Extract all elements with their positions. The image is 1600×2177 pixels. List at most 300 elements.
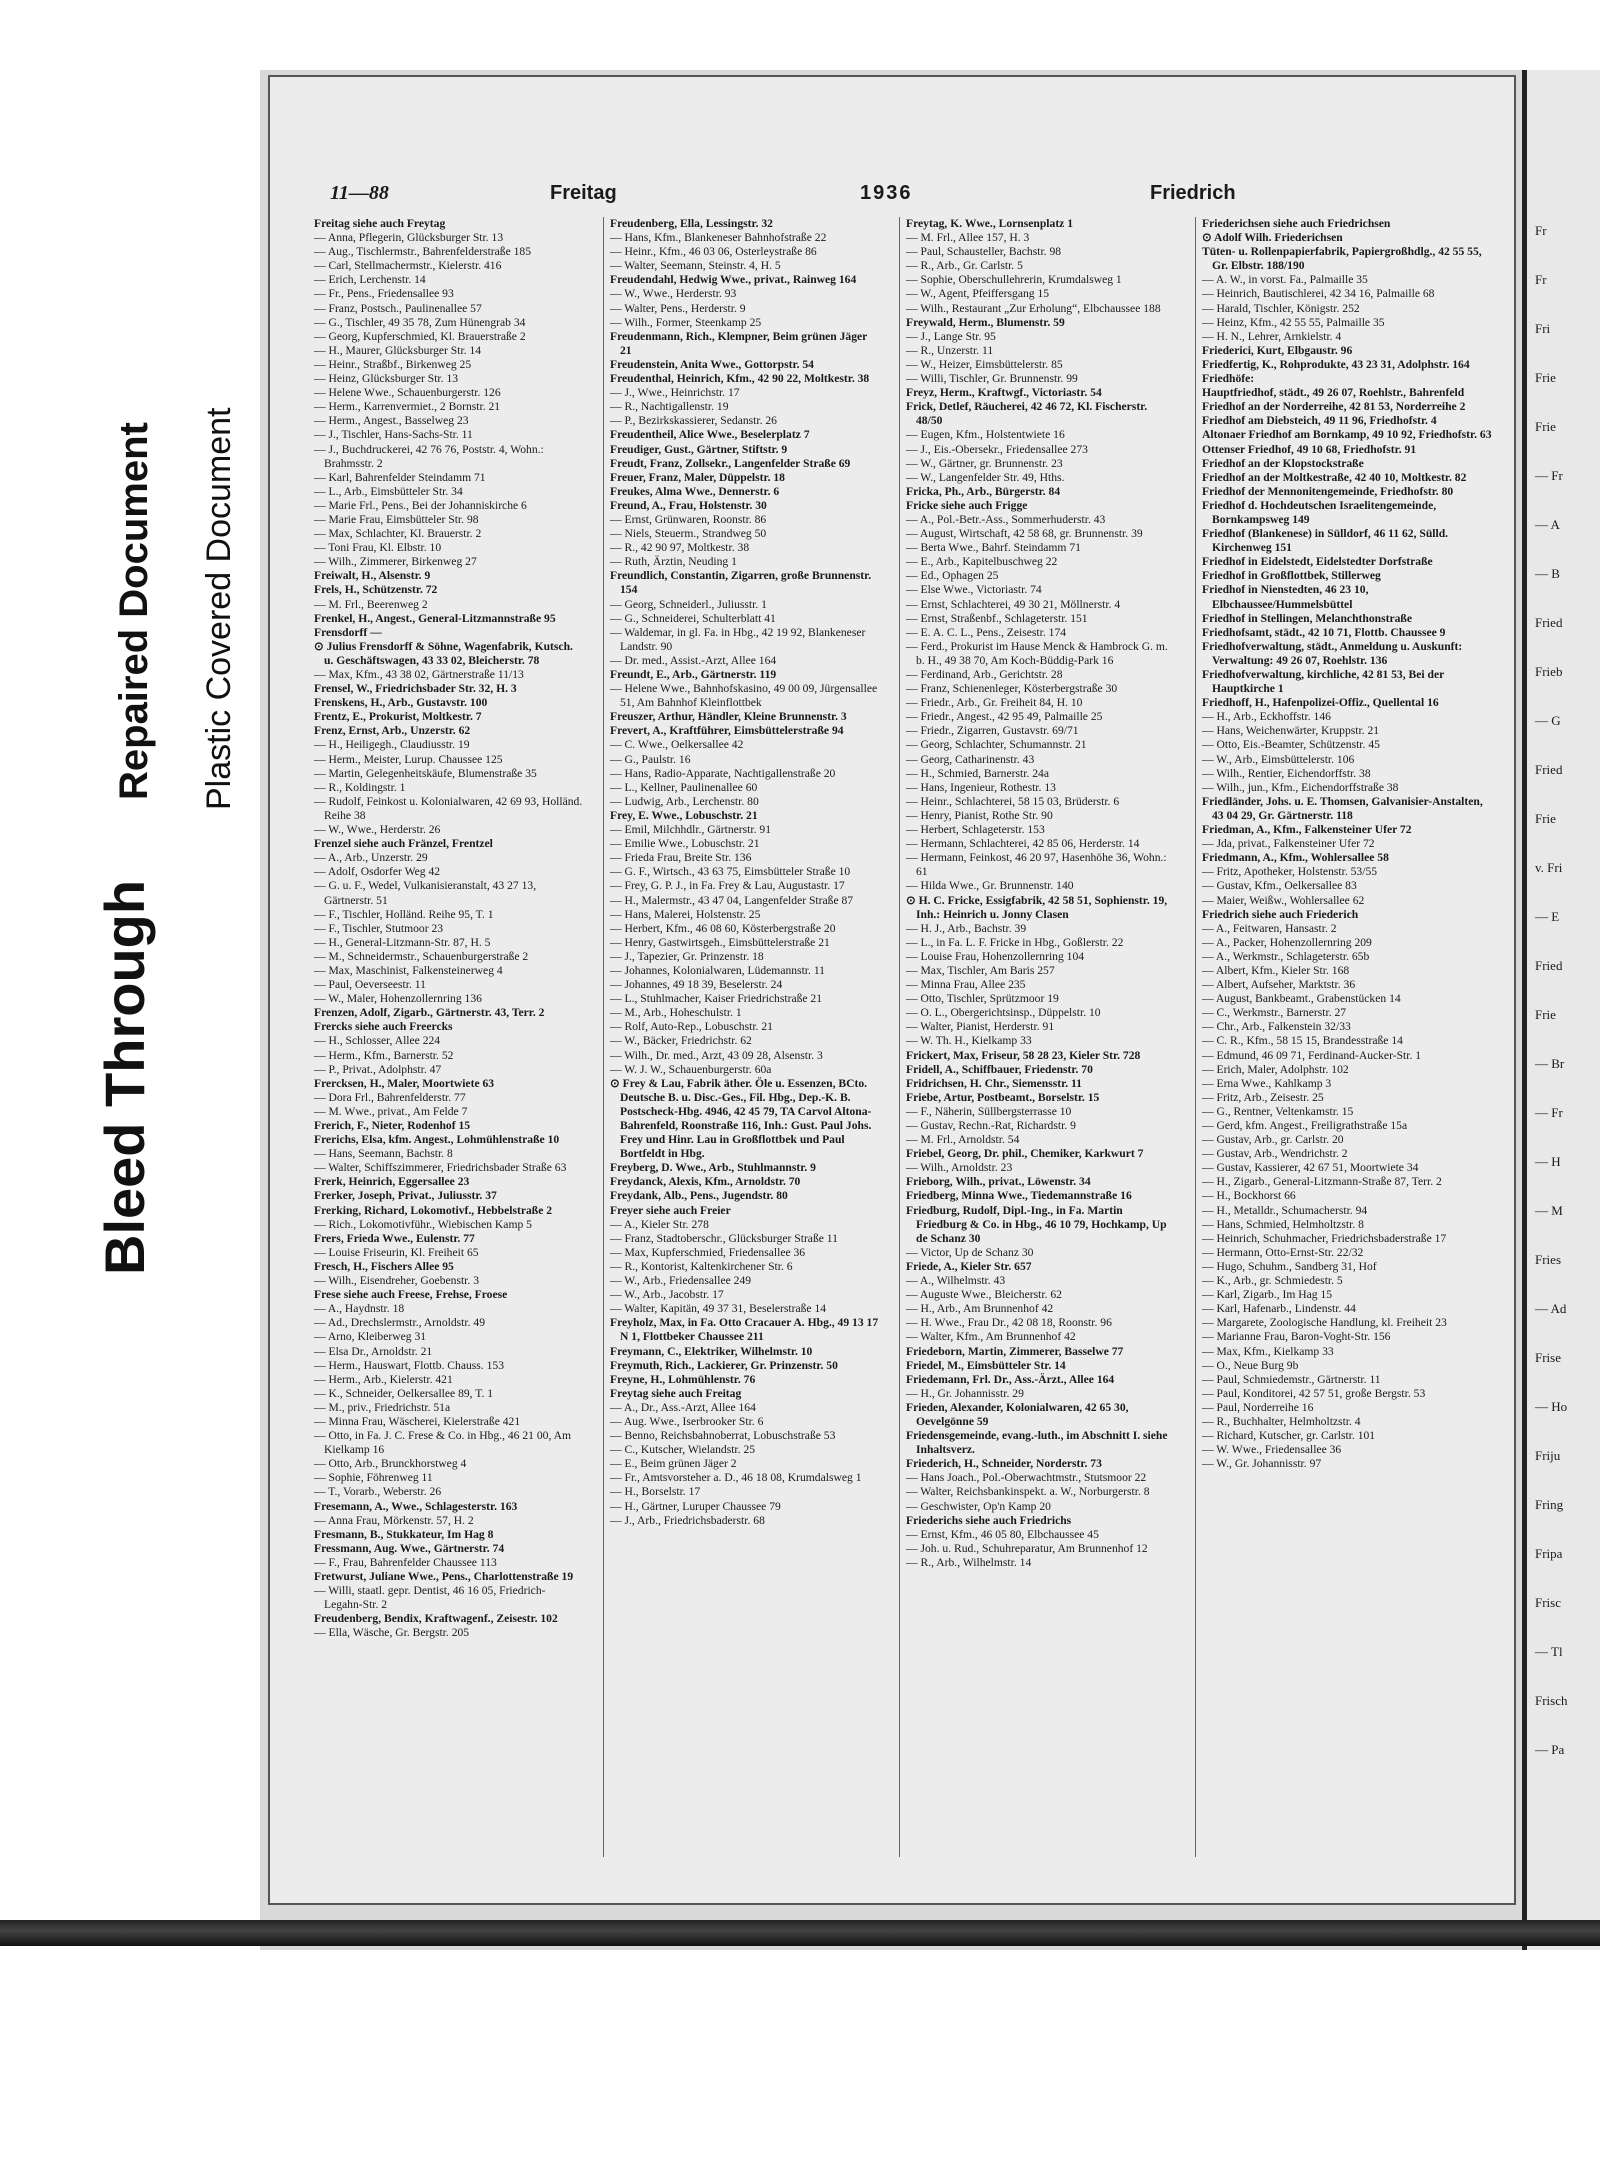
directory-entry: — H., Arb., Am Brunnenhof 42 <box>906 1302 1054 1316</box>
directory-entry: — Wilh., Dr. med., Arzt, 43 09 28, Alsenstr. 3 <box>610 1048 823 1062</box>
directory-entry: — Walter, Seemann, Steinstr. 4, H. 5 <box>610 259 781 273</box>
directory-entry: — Heinrich, Bautischlerei, 42 34 16, Palmaille 68 <box>1202 287 1435 301</box>
directory-entry: Fretwurst, Juliane Wwe., Pens., Charlottenstraße 19 <box>314 1570 574 1583</box>
directory-entry: — Emil, Milchhdlr., Gärtnerstr. 91 <box>610 823 772 837</box>
directory-entry: — Wilh., Arnoldstr. 23 <box>906 1161 1013 1175</box>
directory-entry: — Richard, Kutscher, gr. Carlstr. 101 <box>1202 1429 1376 1443</box>
directory-entry: Friedeborn, Martin, Zimmerer, Basselwe 77 <box>906 1344 1124 1358</box>
adjacent-page-fragment: — Ho <box>1535 1399 1568 1414</box>
directory-entry: — W., Gr. Johannisstr. 97 <box>1202 1457 1322 1471</box>
adjacent-page-fragment: Fried <box>1535 762 1563 777</box>
directory-entry: — Hermann, Schlachterei, 42 85 06, Herderstr. 14 <box>906 837 1140 851</box>
directory-entry: — Maier, Weißw., Wohlersallee 62 <box>1202 893 1365 907</box>
repaired-document-label: Repaired Document <box>112 422 156 800</box>
directory-entry: — H., Arb., Eckhoffstr. 146 <box>1202 710 1331 724</box>
directory-entry: — Paul, Schmiedemstr., Gärtnerstr. 11 <box>1202 1372 1381 1386</box>
directory-entry: Freydanck, Alexis, Kfm., Arnoldstr. 70 <box>610 1175 801 1189</box>
directory-entry: — Jda, privat., Falkensteiner Ufer 72 <box>1202 837 1375 851</box>
directory-entry: — R., Buchhalter, Helmholtzstr. 4 <box>1202 1414 1361 1428</box>
directory-entry: — R., Arb., Wilhelmstr. 14 <box>906 1555 1032 1569</box>
directory-entry: — Otto, in Fa. J. C. Frese & Co. in Hbg., 46 21 00, Am Kielkamp 16 <box>314 1429 572 1457</box>
directory-entry: Friedrich siehe auch Friederich <box>1202 907 1359 921</box>
directory-entry: — G., Schneiderei, Schulterblatt 41 <box>610 611 776 625</box>
directory-entry: — Hermann, Feinkost, 46 20 97, Hasenhöhe 36, Wohn.: 61 <box>906 851 1167 879</box>
directory-entry: — Toni Frau, Kl. Elbstr. 10 <box>314 541 442 555</box>
directory-entry: — Gustav, Kassierer, 42 67 51, Moortwiete 34 <box>1202 1161 1419 1175</box>
directory-entry: — C., Kutscher, Wielandstr. 25 <box>610 1443 756 1457</box>
directory-entry: — Hans, Kfm., Blankeneser Bahnhofstraße 22 <box>610 231 827 245</box>
directory-entry: — Marie Frau, Eimsbütteler Str. 98 <box>314 512 479 526</box>
adjacent-page-fragment: Frisch <box>1535 1693 1568 1708</box>
directory-entry: Frick, Detlef, Räucherei, 42 46 72, Kl. Fischerstr. 48/50 <box>906 400 1148 428</box>
directory-entry: — Hans, Seemann, Bachstr. 8 <box>314 1147 453 1161</box>
adjacent-page-fragment: — Ad <box>1535 1301 1567 1316</box>
scanned-page-area <box>260 70 1600 1950</box>
adjacent-page-fragment: Frie <box>1535 370 1556 385</box>
directory-entry: Friederichs siehe auch Friedrichs <box>906 1513 1072 1527</box>
directory-entry: — Wilh., jun., Kfm., Eichendorffstraße 38 <box>1202 780 1399 794</box>
directory-entry: — K., Schneider, Oelkersallee 89, T. 1 <box>314 1386 494 1400</box>
directory-entry: — H., Gr. Johannisstr. 29 <box>906 1386 1024 1400</box>
directory-entry: Friedhof am Diebsteich, 49 11 96, Friedhofstr. 4 <box>1202 414 1437 428</box>
directory-entry: — Max, Maschinist, Falkensteinerweg 4 <box>314 963 503 977</box>
directory-entry: — Niels, Steuerm., Strandweg 50 <box>610 527 767 541</box>
directory-entry: — Ernst, Schlachterei, 49 30 21, Möllnerstr. 4 <box>906 597 1121 611</box>
directory-entry: — Ernst, Kfm., 46 05 80, Elbchaussee 45 <box>906 1527 1099 1541</box>
directory-entry: — W., Wwe., Herderstr. 93 <box>610 287 737 301</box>
directory-entry: — Ruth, Ärztin, Neuding 1 <box>610 555 737 569</box>
directory-entry: — Arno, Kleiberweg 31 <box>314 1330 427 1344</box>
directory-entry: — Franz, Postsch., Paulinenallee 57 <box>314 301 482 315</box>
directory-entry: Friebe, Artur, Postbeamt., Borselstr. 15 <box>906 1090 1100 1104</box>
directory-entry: — Helene Wwe., Schauenburgerstr. 126 <box>314 386 501 400</box>
directory-entry: — Paul, Oeverseestr. 11 <box>314 978 426 992</box>
adjacent-page-fragment: — Br <box>1535 1056 1565 1071</box>
directory-entry: — G. u. F., Wedel, Vulkanisieranstalt, 43 27 13, Gärtnerstr. 51 <box>314 879 537 907</box>
directory-entry: — C. R., Kfm., 58 15 15, Brandesstraße 14 <box>1202 1034 1403 1048</box>
directory-entry: — J., Eis.-Obersekr., Friedensallee 273 <box>906 442 1088 456</box>
directory-entry: — Gustav, Rechn.-Rat, Richardstr. 9 <box>906 1119 1076 1132</box>
directory-entry: Freundlich, Constantin, Zigarren, große Brunnenstr. 154 <box>610 569 872 597</box>
directory-entry: Frercksen, H., Maler, Moortwiete 63 <box>314 1076 495 1090</box>
directory-entry: — W., Langenfelder Str. 49, Hths. <box>906 470 1065 484</box>
directory-entry: — M., Schneidermstr., Schauenburgerstraße 2 <box>314 949 529 963</box>
directory-entry: — Herm., Karrenvermiet., 2 Bornstr. 21 <box>314 400 501 414</box>
directory-entry: — R., Kontorist, Kaltenkirchener Str. 6 <box>610 1259 793 1273</box>
directory-entry: — Heinrich, Schuhmacher, Friedrichsbaderstraße 17 <box>1202 1231 1447 1245</box>
directory-entry: Freund, A., Frau, Holstenstr. 30 <box>610 498 767 512</box>
adjacent-page-fragment: Frie <box>1535 1007 1556 1022</box>
directory-entry: Freiwalt, H., Alsenstr. 9 <box>314 569 431 583</box>
directory-entry: — W., Maler, Hohenzollernring 136 <box>314 992 482 1006</box>
adjacent-page-fragment: Friju <box>1535 1448 1561 1463</box>
directory-entry: — Erich, Lerchenstr. 14 <box>314 273 426 287</box>
directory-entry: — Adolf, Osdorfer Weg 42 <box>314 865 441 879</box>
directory-entry: — Hans, Schmied, Helmholtzstr. 8 <box>1202 1217 1364 1231</box>
directory-entry: Friedensgemeinde, evang.-luth., im Abschnitt I. siehe Inhaltsverz. <box>906 1429 1168 1457</box>
directory-entry: — Frey, G. P. J., in Fa. Frey & Lau, Augustastr. 17 <box>610 879 845 893</box>
directory-entry: — Eugen, Kfm., Holstentwiete 16 <box>906 428 1065 442</box>
directory-entry: — W., Gärtner, gr. Brunnenstr. 23 <box>906 456 1063 470</box>
directory-entry: — F., Tischler, Holländ. Reihe 95, T. 1 <box>314 907 494 921</box>
directory-entry: — H., Schmied, Barnerstr. 24a <box>906 766 1049 780</box>
directory-entry: — Paul, Konditorei, 42 57 51, große Bergstr. 53 <box>1202 1386 1426 1400</box>
directory-entry: Frers, Frieda Wwe., Eulenstr. 77 <box>314 1231 475 1245</box>
directory-entry: — Friedr., Zigarren, Gustavstr. 69/71 <box>906 724 1079 738</box>
directory-entry: — J., Lange Str. 95 <box>906 329 996 343</box>
directory-entry: — A., Arb., Unzerstr. 29 <box>314 851 428 865</box>
directory-entry: Fresch, H., Fischers Allee 95 <box>314 1259 454 1273</box>
directory-entry: — Harald, Tischler, Königstr. 252 <box>1202 301 1360 315</box>
directory-entry: Freuszer, Arthur, Händler, Kleine Brunnenstr. 3 <box>610 710 847 724</box>
directory-entry: — Auguste Wwe., Bleicherstr. 62 <box>906 1288 1062 1302</box>
directory-entry: Tüten- u. Rollenpapierfabrik, Papiergroßhdlg., 42 55 55, Gr. Elbstr. 188/190 <box>1202 245 1482 273</box>
directory-entry: — Max, Kupferschmied, Friedensallee 36 <box>610 1245 806 1259</box>
directory-entry: — Rolf, Auto-Rep., Lobuschstr. 21 <box>610 1020 773 1034</box>
directory-entry: — H. J., Arb., Bachstr. 39 <box>906 921 1027 935</box>
directory-entry: — W., Arb., Jacobstr. 17 <box>610 1288 724 1302</box>
directory-entry: — Victor, Up de Schanz 30 <box>906 1245 1034 1259</box>
directory-entry: Friedhof an der Norderreihe, 42 81 53, Norderreihe 2 <box>1202 400 1466 414</box>
directory-entry: — W., Bäcker, Friedrichstr. 62 <box>610 1034 752 1048</box>
adjacent-page-fragment: — H <box>1535 1154 1561 1169</box>
directory-entry: — Walter, Pianist, Herderstr. 91 <box>906 1020 1055 1034</box>
directory-entry: — Fritz, Apotheker, Holstenstr. 53/55 <box>1202 865 1378 879</box>
directory-entry: Altonaer Friedhof am Bornkamp, 49 10 92, Friedhofstr. 63 <box>1202 428 1492 442</box>
directory-entry: — Edmund, 46 09 71, Ferdinand-Aucker-Str. 1 <box>1202 1048 1422 1062</box>
directory-entry: — Friedr., Arb., Gr. Freiheit 84, H. 10 <box>906 696 1083 710</box>
adjacent-page-fragment: Fried <box>1535 958 1563 973</box>
directory-entry: — Helene Wwe., Bahnhofskasino, 49 00 09, Jürgensallee 51, Am Bahnhof Kleinflottbek <box>610 682 878 710</box>
directory-entry: Freymuth, Rich., Lackierer, Gr. Prinzenstr. 50 <box>610 1358 838 1372</box>
directory-entry: — H., Maurer, Glücksburger Str. 14 <box>314 343 482 357</box>
directory-entry: Ottenser Friedhof, 49 10 68, Friedhofstr. 91 <box>1202 442 1417 456</box>
directory-entry: — Paul, Schausteller, Bachstr. 98 <box>906 245 1062 259</box>
directory-entry: — O., Neue Burg 9b <box>1202 1358 1299 1372</box>
directory-entry: Freyne, H., Lohmühlenstr. 76 <box>610 1372 756 1386</box>
directory-entry: — Berta Wwe., Bahrf. Steindamm 71 <box>906 541 1081 555</box>
directory-entry: Friedhof in Stellingen, Melanchthonstraße <box>1202 611 1412 625</box>
adjacent-page-fragment: — M <box>1535 1203 1563 1218</box>
directory-entry: — Karl, Bahrenfelder Steindamm 71 <box>314 470 486 484</box>
directory-entry: — Hans, Radio-Apparate, Nachtigallenstraße 20 <box>610 766 836 780</box>
directory-entry: — H., General-Litzmann-Str. 87, H. 5 <box>314 935 491 949</box>
directory-entry: Friebel, Georg, Dr. phil., Chemiker, Karkwurt 7 <box>906 1147 1144 1161</box>
directory-entry: Freytag, K. Wwe., Lornsenplatz 1 <box>906 217 1074 230</box>
directory-entry: — Johannes, Kolonialwaren, Lüdemannstr. 11 <box>610 963 825 977</box>
directory-entry: — Else Wwe., Victoriastr. 74 <box>906 583 1042 597</box>
directory-entry: — Anna Frau, Mörkenstr. 57, H. 2 <box>314 1513 474 1527</box>
directory-column-1 <box>314 217 584 1857</box>
directory-entry: Frey, E. Wwe., Lobuschstr. 21 <box>610 808 758 822</box>
directory-entry: — Ad., Drechslermstr., Arnoldstr. 49 <box>314 1316 485 1330</box>
directory-entry: Fridrichsen, H. Chr., Siemensstr. 11 <box>906 1076 1082 1090</box>
adjacent-page-fragment: Frise <box>1535 1350 1561 1365</box>
directory-entry: — Margarete, Zoologische Handlung, kl. Freiheit 23 <box>1202 1316 1447 1330</box>
directory-entry: Freytag siehe auch Freitag <box>610 1386 742 1400</box>
directory-entry: Friedhof in Nienstedten, 46 23 10, Elbchaussee/Hummelsbüttel <box>1202 583 1369 611</box>
directory-entry: — Ella, Wäsche, Gr. Bergstr. 205 <box>314 1626 470 1640</box>
directory-entry: — Franz, Schienenleger, Kösterbergstraße 30 <box>906 682 1118 696</box>
directory-entry: Freudenberg, Ella, Lessingstr. 32 <box>610 217 773 230</box>
directory-entry: Freudentheil, Alice Wwe., Beselerplatz 7 <box>610 428 810 442</box>
directory-entry: — Georg, Schlachter, Schumannstr. 21 <box>906 738 1087 752</box>
directory-entry: — H., Borselstr. 17 <box>610 1485 701 1499</box>
directory-entry: Friedfertig, K., Rohprodukte, 43 23 31, Adolphstr. 164 <box>1202 357 1470 371</box>
directory-entry: — Dr. med., Assist.-Arzt, Allee 164 <box>610 653 777 667</box>
directory-entry: — Herbert, Kfm., 46 08 60, Kösterbergstraße 20 <box>610 921 836 935</box>
directory-entry: — Gustav, Arb., gr. Carlstr. 20 <box>1202 1133 1344 1147</box>
directory-entry: — Heinz, Kfm., 42 55 55, Palmaille 35 <box>1202 315 1385 329</box>
directory-entry: — J., Arb., Friedrichsbaderstr. 68 <box>610 1513 765 1527</box>
directory-entry: Frenkel, H., Angest., General-Litzmannstraße 95 <box>314 611 556 625</box>
directory-entry: Friedel, M., Eimsbütteler Str. 14 <box>906 1358 1066 1372</box>
directory-entry: — T., Vorarb., Weberstr. 26 <box>314 1485 442 1499</box>
directory-entry: Friedhof in Eidelstedt, Eidelstedter Dorfstraße <box>1202 555 1433 569</box>
directory-entry: — Otto, Tischler, Sprützmoor 19 <box>906 992 1059 1006</box>
directory-entry: — Chr., Arb., Falkenstein 32/33 <box>1202 1020 1351 1034</box>
plastic-covered-label: Plastic Covered Document <box>200 407 238 810</box>
directory-entry: Friedhoff, H., Hafenpolizei-Offiz., Quellental 16 <box>1202 696 1439 710</box>
adjacent-page-fragment: — B <box>1535 566 1560 581</box>
directory-entry: Frese siehe auch Freese, Frehse, Froese <box>314 1288 508 1302</box>
header-keyword-left: Freitag <box>550 182 617 204</box>
directory-entry: — W. J. W., Schauenburgerstr. 60a <box>610 1062 772 1076</box>
directory-entry: — Hugo, Schuhm., Sandberg 31, Hof <box>1202 1259 1377 1273</box>
directory-entry: — A. W., in vorst. Fa., Palmaille 35 <box>1202 273 1368 287</box>
adjacent-page-edge <box>1522 70 1600 1950</box>
directory-entry: — Albert, Kfm., Kieler Str. 168 <box>1202 963 1350 977</box>
directory-entry: — R., Nachtigallenstr. 19 <box>610 400 729 414</box>
directory-entry: — Henry, Gastwirtsgeh., Eimsbüttelerstraße 21 <box>610 935 830 949</box>
directory-entry: — Hans, Ingenieur, Rothestr. 13 <box>906 780 1056 794</box>
directory-entry: — R., Arb., Gr. Carlstr. 5 <box>906 259 1023 273</box>
directory-entry: — Ernst, Straßenbf., Schlageterstr. 151 <box>906 611 1088 625</box>
directory-entry: — Hilda Wwe., Gr. Brunnenstr. 140 <box>906 879 1074 893</box>
directory-entry: Freudiger, Gust., Gärtner, Stiftstr. 9 <box>610 442 788 456</box>
directory-entry: — Max, Tischler, Am Baris 257 <box>906 963 1055 977</box>
directory-column-4 <box>1202 217 1492 1857</box>
directory-entry: — Emilie Wwe., Lobuschstr. 21 <box>610 837 760 851</box>
directory-entry: — C. Wwe., Oelkersallee 42 <box>610 738 744 752</box>
directory-entry: — F., Frau, Bahrenfelder Chaussee 113 <box>314 1555 497 1569</box>
adjacent-page-fragment: Fr <box>1535 223 1547 238</box>
directory-entry: — F., Näherin, Süllbergsterrasse 10 <box>906 1104 1072 1118</box>
directory-entry: — Heinz, Glücksburger Str. 13 <box>314 372 459 386</box>
directory-entry: — W., Arb., Friedensallee 249 <box>610 1274 752 1288</box>
directory-entry: — Georg, Schneiderl., Juliusstr. 1 <box>610 597 767 611</box>
directory-entry: — Herm., Arb., Kielerstr. 421 <box>314 1372 453 1386</box>
directory-entry: — Ferdinand, Arb., Gerichtstr. 28 <box>906 668 1063 681</box>
directory-entry: — A., Pol.-Betr.-Ass., Sommerhuderstr. 43 <box>906 512 1106 526</box>
bleed-through-label: Bleed Through <box>93 879 156 1275</box>
directory-entry: Freywald, Herm., Blumenstr. 59 <box>906 315 1065 329</box>
directory-entry: Fresmann, B., Stukkateur, Im Hag 8 <box>314 1527 494 1541</box>
directory-entry: — Paul, Norderreihe 16 <box>1202 1400 1314 1414</box>
directory-entry: — M. Frl., Arnoldstr. 54 <box>906 1133 1020 1147</box>
directory-entry: Friederichsen siehe auch Friedrichsen <box>1202 217 1391 230</box>
directory-entry: — Herbert, Schlageterstr. 153 <box>906 823 1045 837</box>
directory-entry: — L., Arb., Eimsbütteler Str. 34 <box>314 484 463 498</box>
directory-entry: ⊙ H. C. Fricke, Essigfabrik, 42 58 51, Sophienstr. 19, Inh.: Heinrich u. Jonny Clasen <box>906 893 1168 921</box>
directory-entry: — Gustav, Kfm., Oelkersallee 83 <box>1202 879 1357 893</box>
adjacent-page-fragment: — E <box>1535 909 1560 924</box>
directory-entry: — A., Kieler Str. 278 <box>610 1217 709 1231</box>
directory-entry: Friedhofverwaltung, kirchliche, 42 81 53, Bei der Hauptkirche 1 <box>1202 668 1445 696</box>
directory-entry: — Max, Schlachter, Kl. Brauerstr. 2 <box>314 527 482 541</box>
directory-entry: — F., Tischler, Stutmoor 23 <box>314 921 444 935</box>
directory-entry: — H. Wwe., Frau Dr., 42 08 18, Roonstr. 96 <box>906 1316 1112 1330</box>
directory-entry: — R., Koldingstr. 1 <box>314 780 406 794</box>
directory-entry: — K., Arb., gr. Schmiedestr. 5 <box>1202 1274 1343 1288</box>
directory-entry: Friedhof d. Hochdeutschen Israelitengemeinde, Bornkampsweg 149 <box>1202 498 1437 526</box>
directory-entry: Freudenberg, Bendix, Kraftwagenf., Zeisestr. 102 <box>314 1612 558 1626</box>
directory-entry: — Wilh., Eisendreher, Goebenstr. 3 <box>314 1274 479 1288</box>
directory-entry: — Heinr., Straßbf., Birkenweg 25 <box>314 357 472 371</box>
directory-entry: — Herm., Kfm., Barnerstr. 52 <box>314 1048 454 1062</box>
directory-entry: — Ferd., Prokurist im Hause Menck & Hambrock G. m. b. H., 49 38 70, Am Koch-Büddig-Park 16 <box>906 639 1168 667</box>
directory-entry: ⊙ Frey & Lau, Fabrik äther. Öle u. Essenzen, BCto. Deutsche B. u. Disc.-Ges., Fil. Hbg., Dep.-K. B. Postscheck-Hbg. 4946, 42 45 79, TA Carvol Altona-Bahrenfeld, Roonstraße 116, Inh.: Gust. Paul Johs. Frey und Hinr. Lau in Großflottbek und Paul Bortfeldt in Hbg. <box>610 1076 872 1161</box>
directory-entry: — Frieda Frau, Breite Str. 136 <box>610 851 752 865</box>
directory-entry: — Heinr., Schlachterei, 58 15 03, Brüderstr. 6 <box>906 794 1120 808</box>
directory-entry: Freukes, Alma Wwe., Dennerstr. 6 <box>610 484 780 498</box>
directory-entry: — A., Dr., Ass.-Arzt, Allee 164 <box>610 1400 756 1414</box>
header-keyword-right: Friedrich <box>1150 182 1236 204</box>
directory-entry: Frerich, F., Nieter, Rodenhof 15 <box>314 1119 471 1132</box>
directory-entry: Freitag siehe auch Freytag <box>314 217 446 230</box>
directory-entry: — G. F., Wirtsch., 43 63 75, Eimsbütteler Straße 10 <box>610 865 851 879</box>
directory-entry: — Georg, Kupferschmied, Kl. Brauerstraße 2 <box>314 329 526 343</box>
directory-entry: — G., Paulstr. 16 <box>610 752 691 766</box>
directory-entry: — M., priv., Friedrichstr. 51a <box>314 1400 451 1414</box>
directory-entry: — A., Feitwaren, Hansastr. 2 <box>1202 921 1337 935</box>
directory-entry: Frerking, Richard, Lokomotivf., Hebbelstraße 2 <box>314 1203 553 1217</box>
directory-entry: — O. L., Obergerichtsinsp., Düppelstr. 10 <box>906 1006 1101 1020</box>
directory-entry: — J., Tapezier, Gr. Prinzenstr. 18 <box>610 949 764 963</box>
directory-entry: — H., Heiligegh., Claudiusstr. 19 <box>314 738 470 752</box>
directory-entry: — Joh. u. Rud., Schuhreparatur, Am Brunnenhof 12 <box>906 1541 1148 1555</box>
adjacent-page-fragment: Fripa <box>1535 1546 1563 1561</box>
directory-entry: Friedhof in Großflottbek, Stillerweg <box>1202 569 1381 583</box>
directory-entry: — Rich., Lokomotivführ., Wiebischen Kamp 5 <box>314 1217 532 1231</box>
directory-entry: — Walter, Pens., Herderstr. 9 <box>610 301 746 315</box>
directory-entry: — Louise Friseurin, Kl. Freiheit 65 <box>314 1245 479 1259</box>
directory-entry: — J., Buchdruckerei, 42 76 76, Poststr. 4, Wohn.: Brahmsstr. 2 <box>314 442 544 470</box>
directory-entry: — Herm., Hauswart, Flottb. Chauss. 153 <box>314 1358 504 1372</box>
directory-entry: — August, Bankbeamt., Grabenstücken 14 <box>1202 992 1401 1006</box>
directory-entry: — Martin, Gelegenheitskäufe, Blumenstraße 35 <box>314 766 537 780</box>
adjacent-page-fragment: Fri <box>1535 321 1551 336</box>
directory-entry: — Albert, Aufseher, Marktstr. 36 <box>1202 978 1356 992</box>
directory-entry: Friedmann, A., Kfm., Wohlersallee 58 <box>1202 851 1389 865</box>
directory-entry: — P., Bezirkskassierer, Sedanstr. 26 <box>610 414 777 428</box>
directory-entry: — M. Frl., Beerenweg 2 <box>314 597 428 611</box>
directory-entry: — Georg, Catharinenstr. 43 <box>906 752 1035 766</box>
directory-entry: Friedburg, Rudolf, Dipl.-Ing., in Fa. Martin Friedburg & Co. in Hbg., 46 10 79, Hochkamp, Up de Schanz 30 <box>906 1203 1167 1245</box>
adjacent-page-fragment: Frie <box>1535 419 1556 434</box>
directory-entry: — Henry, Pianist, Rothe Str. 90 <box>906 808 1053 822</box>
adjacent-page-fragment: Fr <box>1535 272 1547 287</box>
directory-entry: Friedman, A., Kfm., Falkensteiner Ufer 72 <box>1202 823 1412 837</box>
adjacent-page-fragment: — G <box>1535 713 1561 728</box>
directory-entry: — Herm., Angest., Basselweg 23 <box>314 414 469 428</box>
directory-entry: Frickert, Max, Friseur, 58 28 23, Kieler Str. 728 <box>906 1048 1141 1062</box>
directory-entry: — Walter, Kapitän, 49 37 31, Beselerstraße 14 <box>610 1302 827 1316</box>
directory-entry: — Minna Frau, Wäscherei, Kielerstraße 421 <box>314 1414 521 1428</box>
directory-entry: Freymann, C., Elektriker, Wilhelmstr. 10 <box>610 1344 813 1358</box>
directory-entry: — G., Rentner, Veltenkamstr. 15 <box>1202 1104 1354 1118</box>
directory-entry: — G., Tischler, 49 35 78, Zum Hünengrab 34 <box>314 315 526 329</box>
adjacent-page-fragment: Frieb <box>1535 664 1563 679</box>
adjacent-page-fragment: — Fr <box>1535 468 1563 483</box>
directory-entry: — Marie Frl., Pens., Bei der Johanniskirche 6 <box>314 498 527 512</box>
directory-entry: Freuer, Franz, Maler, Düppelstr. 18 <box>610 470 785 484</box>
directory-entry: — P., Privat., Adolphstr. 47 <box>314 1062 442 1076</box>
adjacent-page-fragment: Frisc <box>1535 1595 1561 1610</box>
directory-entry: Freydank, Alb., Pens., Jugendstr. 80 <box>610 1189 788 1203</box>
directory-entry: — Max, Kfm., 43 38 02, Gärtnerstraße 11/13 <box>314 668 524 681</box>
directory-entry: — W., Wwe., Herderstr. 26 <box>314 823 441 837</box>
directory-entry: Hauptfriedhof, städt., 49 26 07, Roehlstr., Bahrenfeld <box>1202 386 1465 400</box>
directory-entry: Friedemann, Frl. Dr., Ass.-Ärzt., Allee 164 <box>906 1372 1115 1386</box>
directory-entry: — Erich, Maler, Adolphstr. 102 <box>1202 1062 1349 1076</box>
directory-entry: Fresemann, A., Wwe., Schlagesterstr. 163 <box>314 1499 518 1513</box>
directory-entry: — Willi, Tischler, Gr. Brunnenstr. 99 <box>906 372 1078 386</box>
adjacent-page-fragment: Fried <box>1535 615 1563 630</box>
directory-entry: — R., Unzerstr. 11 <box>906 343 994 357</box>
directory-entry: — H., Malermstr., 43 47 04, Langenfelder Straße 87 <box>610 893 854 907</box>
directory-entry: — Wilh., Former, Steenkamp 25 <box>610 315 762 329</box>
directory-entry: — H., Zigarb., General-Litzmann-Straße 87, Terr. 2 <box>1202 1175 1442 1189</box>
directory-entry: ⊙ Adolf Wilh. Friederichsen <box>1202 231 1343 245</box>
directory-entry: — Walter, Reichsbankinspekt. a. W., Norburgerstr. 8 <box>906 1485 1150 1499</box>
directory-entry: — Carl, Stellmachermstr., Kielerstr. 416 <box>314 259 502 273</box>
directory-entry: — Fr., Amtsvorsteher a. D., 46 18 08, Krumdalsweg 1 <box>610 1471 862 1485</box>
directory-entry: — Gerd, kfm. Angest., Freiligrathstraße 15a <box>1202 1119 1408 1132</box>
directory-entry: Friedländer, Johs. u. E. Thomsen, Galvanisier-Anstalten, 43 04 29, Gr. Gärtnerstr. 118 <box>1202 794 1483 822</box>
directory-entry: — Hans, Malerei, Holstenstr. 25 <box>610 907 761 921</box>
directory-entry: — M., Arb., Hoheschulstr. 1 <box>610 1006 742 1020</box>
directory-entry: Friedhof der Mennonitengemeinde, Friedhofstr. 80 <box>1202 484 1454 498</box>
directory-entry: Friederich, H., Schneider, Norderstr. 73 <box>906 1457 1102 1471</box>
directory-entry: Friedberg, Minna Wwe., Tiedemannstraße 16 <box>906 1189 1132 1203</box>
directory-entry: — W., Agent, Pfeiffersgang 15 <box>906 287 1050 301</box>
directory-entry: Fricka, Ph., Arb., Bürgerstr. 84 <box>906 484 1061 498</box>
directory-entry: Freudenstein, Anita Wwe., Gottorpstr. 54 <box>610 357 814 371</box>
directory-entry: Frels, H., Schützenstr. 72 <box>314 583 438 597</box>
directory-entry: Freudenthal, Heinrich, Kfm., 42 90 22, Moltkestr. 38 <box>610 372 870 386</box>
directory-entry: — Hans Joach., Pol.-Oberwachtmstr., Stutsmoor 22 <box>906 1471 1147 1485</box>
directory-entry: Freudt, Franz, Zollsekr., Langenfelder Straße 69 <box>610 456 851 470</box>
directory-entry: — Hermann, Otto-Ernst-Str. 22/32 <box>1202 1245 1364 1259</box>
directory-entry: — Otto, Arb., Brunckhorstweg 4 <box>314 1457 467 1471</box>
directory-entry: — Louise Frau, Hohenzollernring 104 <box>906 949 1085 963</box>
directory-column-2 <box>610 217 880 1857</box>
directory-entry: Freyholz, Max, in Fa. Otto Cracauer A. Hbg., 49 13 17 N 1, Flottbeker Chaussee 211 <box>610 1316 879 1344</box>
directory-entry: Frercks siehe auch Freercks <box>314 1020 453 1034</box>
directory-entry: Freyz, Herm., Kraftwgf., Victoriastr. 54 <box>906 386 1102 400</box>
directory-entry: — Sophie, Oberschullehrerin, Krumdalsweg 1 <box>906 273 1122 287</box>
directory-entry: — Franz, Stadtoberschr., Glücksburger Straße 11 <box>610 1231 838 1245</box>
directory-entry: — W., Arb., Eimsbüttelerstr. 106 <box>1202 752 1355 766</box>
directory-entry: — W. Wwe., Friedensallee 36 <box>1202 1443 1342 1457</box>
directory-entry: — A., Wilhelmstr. 43 <box>906 1274 1006 1288</box>
directory-entry: — Max, Kfm., Kielkamp 33 <box>1202 1344 1334 1358</box>
directory-entry: Frensdorff — <box>314 625 382 639</box>
directory-entry: Friedhof (Blankenese) in Sülldorf, 46 11 62, Sülld. Kirchenweg 151 <box>1202 527 1449 555</box>
directory-entry: — Minna Frau, Allee 235 <box>906 978 1026 992</box>
directory-entry: Freyberg, D. Wwe., Arb., Stuhlmannstr. 9 <box>610 1161 816 1175</box>
